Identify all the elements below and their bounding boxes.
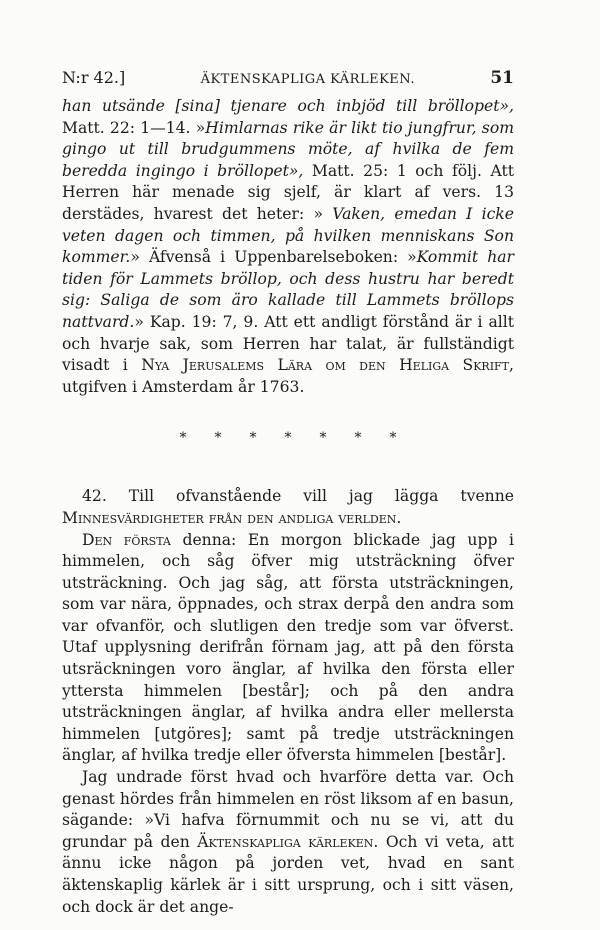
paragraph-4	[62, 767, 514, 918]
running-header	[62, 68, 514, 88]
star-ornament: *	[249, 430, 257, 447]
body-text: » Äfvenså i Uppenbarelseboken: »	[130, 248, 417, 267]
star-ornament: *	[354, 430, 362, 447]
paragraph-2	[62, 486, 514, 529]
work-title: Nya Jerusalems Lära om den Heliga Skrift	[141, 356, 510, 375]
body-text: » Kap. 19: 7, 9. Att ett andligt förstånd är i allt och hvarje sak, som Herren har talat, är fullständigt visadt i	[62, 312, 514, 375]
section-title: Minnesvärdigheter från den andliga verlden	[62, 508, 397, 527]
quote-text: Vaken, emedan I icke veten dagen och timmen, på hvilken menniskans Son kommer.	[62, 204, 514, 267]
quote-text: Kommit har tiden för Lammets bröllop, och dess hustru har beredt sig: Saliga de som äro kallade till Lammets bröllops nattvard.	[62, 248, 515, 331]
quote-text: han utsände [sina] tjenare och inbjöd till bröllopet»,	[62, 97, 514, 115]
star-ornament: *	[284, 430, 292, 447]
body-text: 42. Till ofvanstående vill jag lägga tvenne	[82, 487, 514, 506]
body-text: .	[396, 508, 402, 527]
star-ornament: *	[319, 430, 327, 447]
star-ornament: *	[214, 430, 222, 447]
body-text: Matt. 22: 1—14. »	[62, 118, 206, 137]
work-title: Äktenskapliga kärleken	[197, 832, 374, 851]
paragraph-1	[62, 96, 514, 398]
quote-text: Himlarnas rike är likt tio jungfrur, som gingo ut till brudgummens möte, af hvilka de fem beredda ingingo i bröllopet»,	[62, 118, 514, 180]
paragraph-3	[62, 530, 514, 768]
running-title: ÄKTENSKAPLIGA KÄRLEKEN.	[200, 72, 415, 87]
star-ornament: *	[179, 430, 187, 447]
star-ornament: *	[389, 430, 397, 447]
chapter-number: N:r 42.]	[62, 68, 126, 87]
body-text: , utgifven i Amsterdam år 1763.	[62, 356, 514, 396]
body-text: Matt. 25: 1 och följ. Att Herren här menade sig sjelf, är klart af vers. 13 derstädes, hvarest det heter: »	[62, 161, 514, 223]
section-divider	[62, 430, 514, 446]
lead-phrase: Den första	[82, 530, 171, 549]
page-number: 51	[490, 68, 514, 88]
body-text: denna: En morgon blickade jag upp i himmelen, och såg öfver mig utsträckning öfver utsträckning. Och jag såg, att första utsträckningen, som var nära, öppnades, och strax derpå den andra som var ofvanför, och slutligen den tredje som var öfverst. Utaf upplysning derifrån förnam jag, att på den första utsräckningen voro änglar, af hvilka den första eller yttersta himmelen [består]; och på den andra utsträckningen änglar, af hvilka andra eller mellersta himmelen [utgöres]; samt på tredje utsträckningen änglar, af hvilka tredje eller öfversta himmelen [består].	[62, 530, 514, 765]
body-text: Jag undrade först hvad och hvarföre detta var. Och genast hördes från himmelen en röst liksom af en basun, sägande: »Vi hafva förnummit och nu se vi, att du grundar på den	[62, 768, 514, 851]
body-text: . Och vi veta, att ännu icke någon på jorden vet, hvad en sant äktenskaplig kärlek är i sitt ursprung, och i sitt väsen, och dock är det ange-	[62, 832, 514, 916]
